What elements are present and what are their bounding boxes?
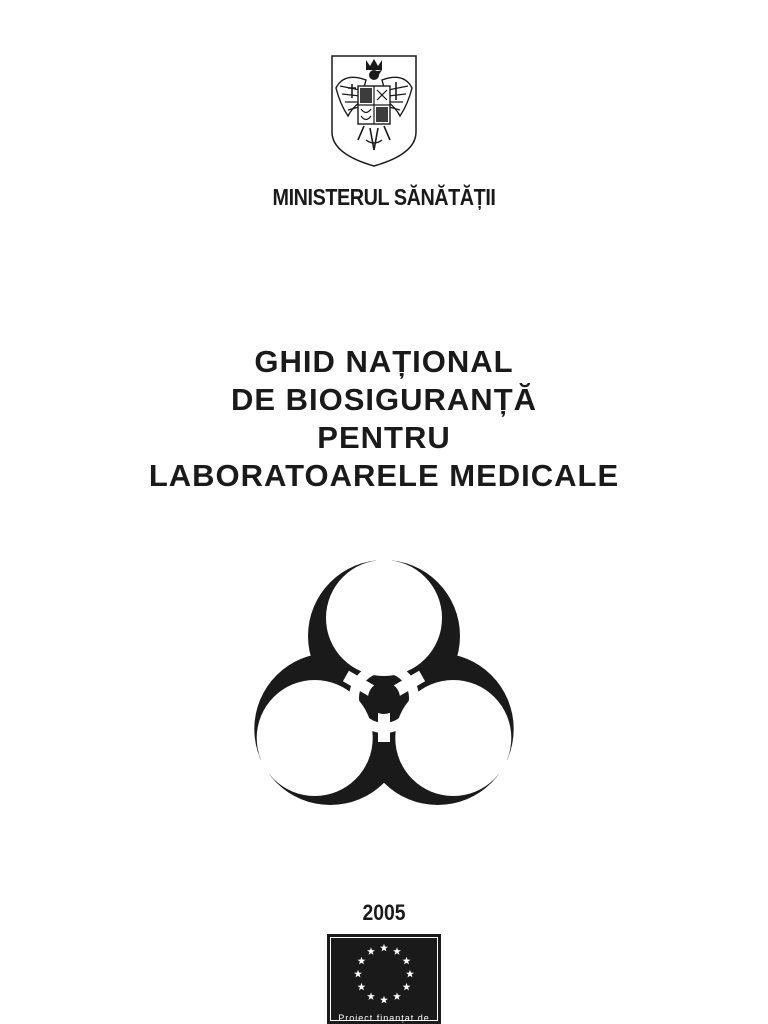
title-line-4: LABORATOARELE MEDICALE [148, 458, 620, 493]
eu-star-icon [406, 970, 414, 978]
eu-funding-badge [327, 934, 441, 1024]
publication-year: 2005 [362, 900, 406, 925]
eu-star-icon [367, 992, 375, 1000]
ministry-name: MINISTERUL SĂNĂTĂȚII [272, 184, 496, 210]
title-line-1: GHID NAȚIONAL [254, 344, 514, 379]
eu-star-icon [403, 957, 411, 965]
eu-stars-flag-icon [329, 936, 439, 1012]
eu-star-icon [357, 983, 365, 991]
eu-star-icon [393, 947, 401, 955]
eu-star-icon [380, 944, 388, 952]
title-line-3: PENTRU [317, 420, 451, 455]
eu-star-icon [380, 996, 388, 1004]
romanian-coat-of-arms-icon [330, 54, 418, 168]
eu-star-icon [403, 983, 411, 991]
eu-funding-caption: Proiect finanțat de [338, 1013, 430, 1023]
title-line-2: DE BIOSIGURANȚĂ [230, 382, 538, 417]
eu-star-icon [367, 947, 375, 955]
biohazard-icon [232, 538, 536, 820]
eu-star-icon [354, 970, 362, 978]
eu-star-icon [357, 957, 365, 965]
eu-star-icon [393, 992, 401, 1000]
document-title [0, 343, 768, 495]
